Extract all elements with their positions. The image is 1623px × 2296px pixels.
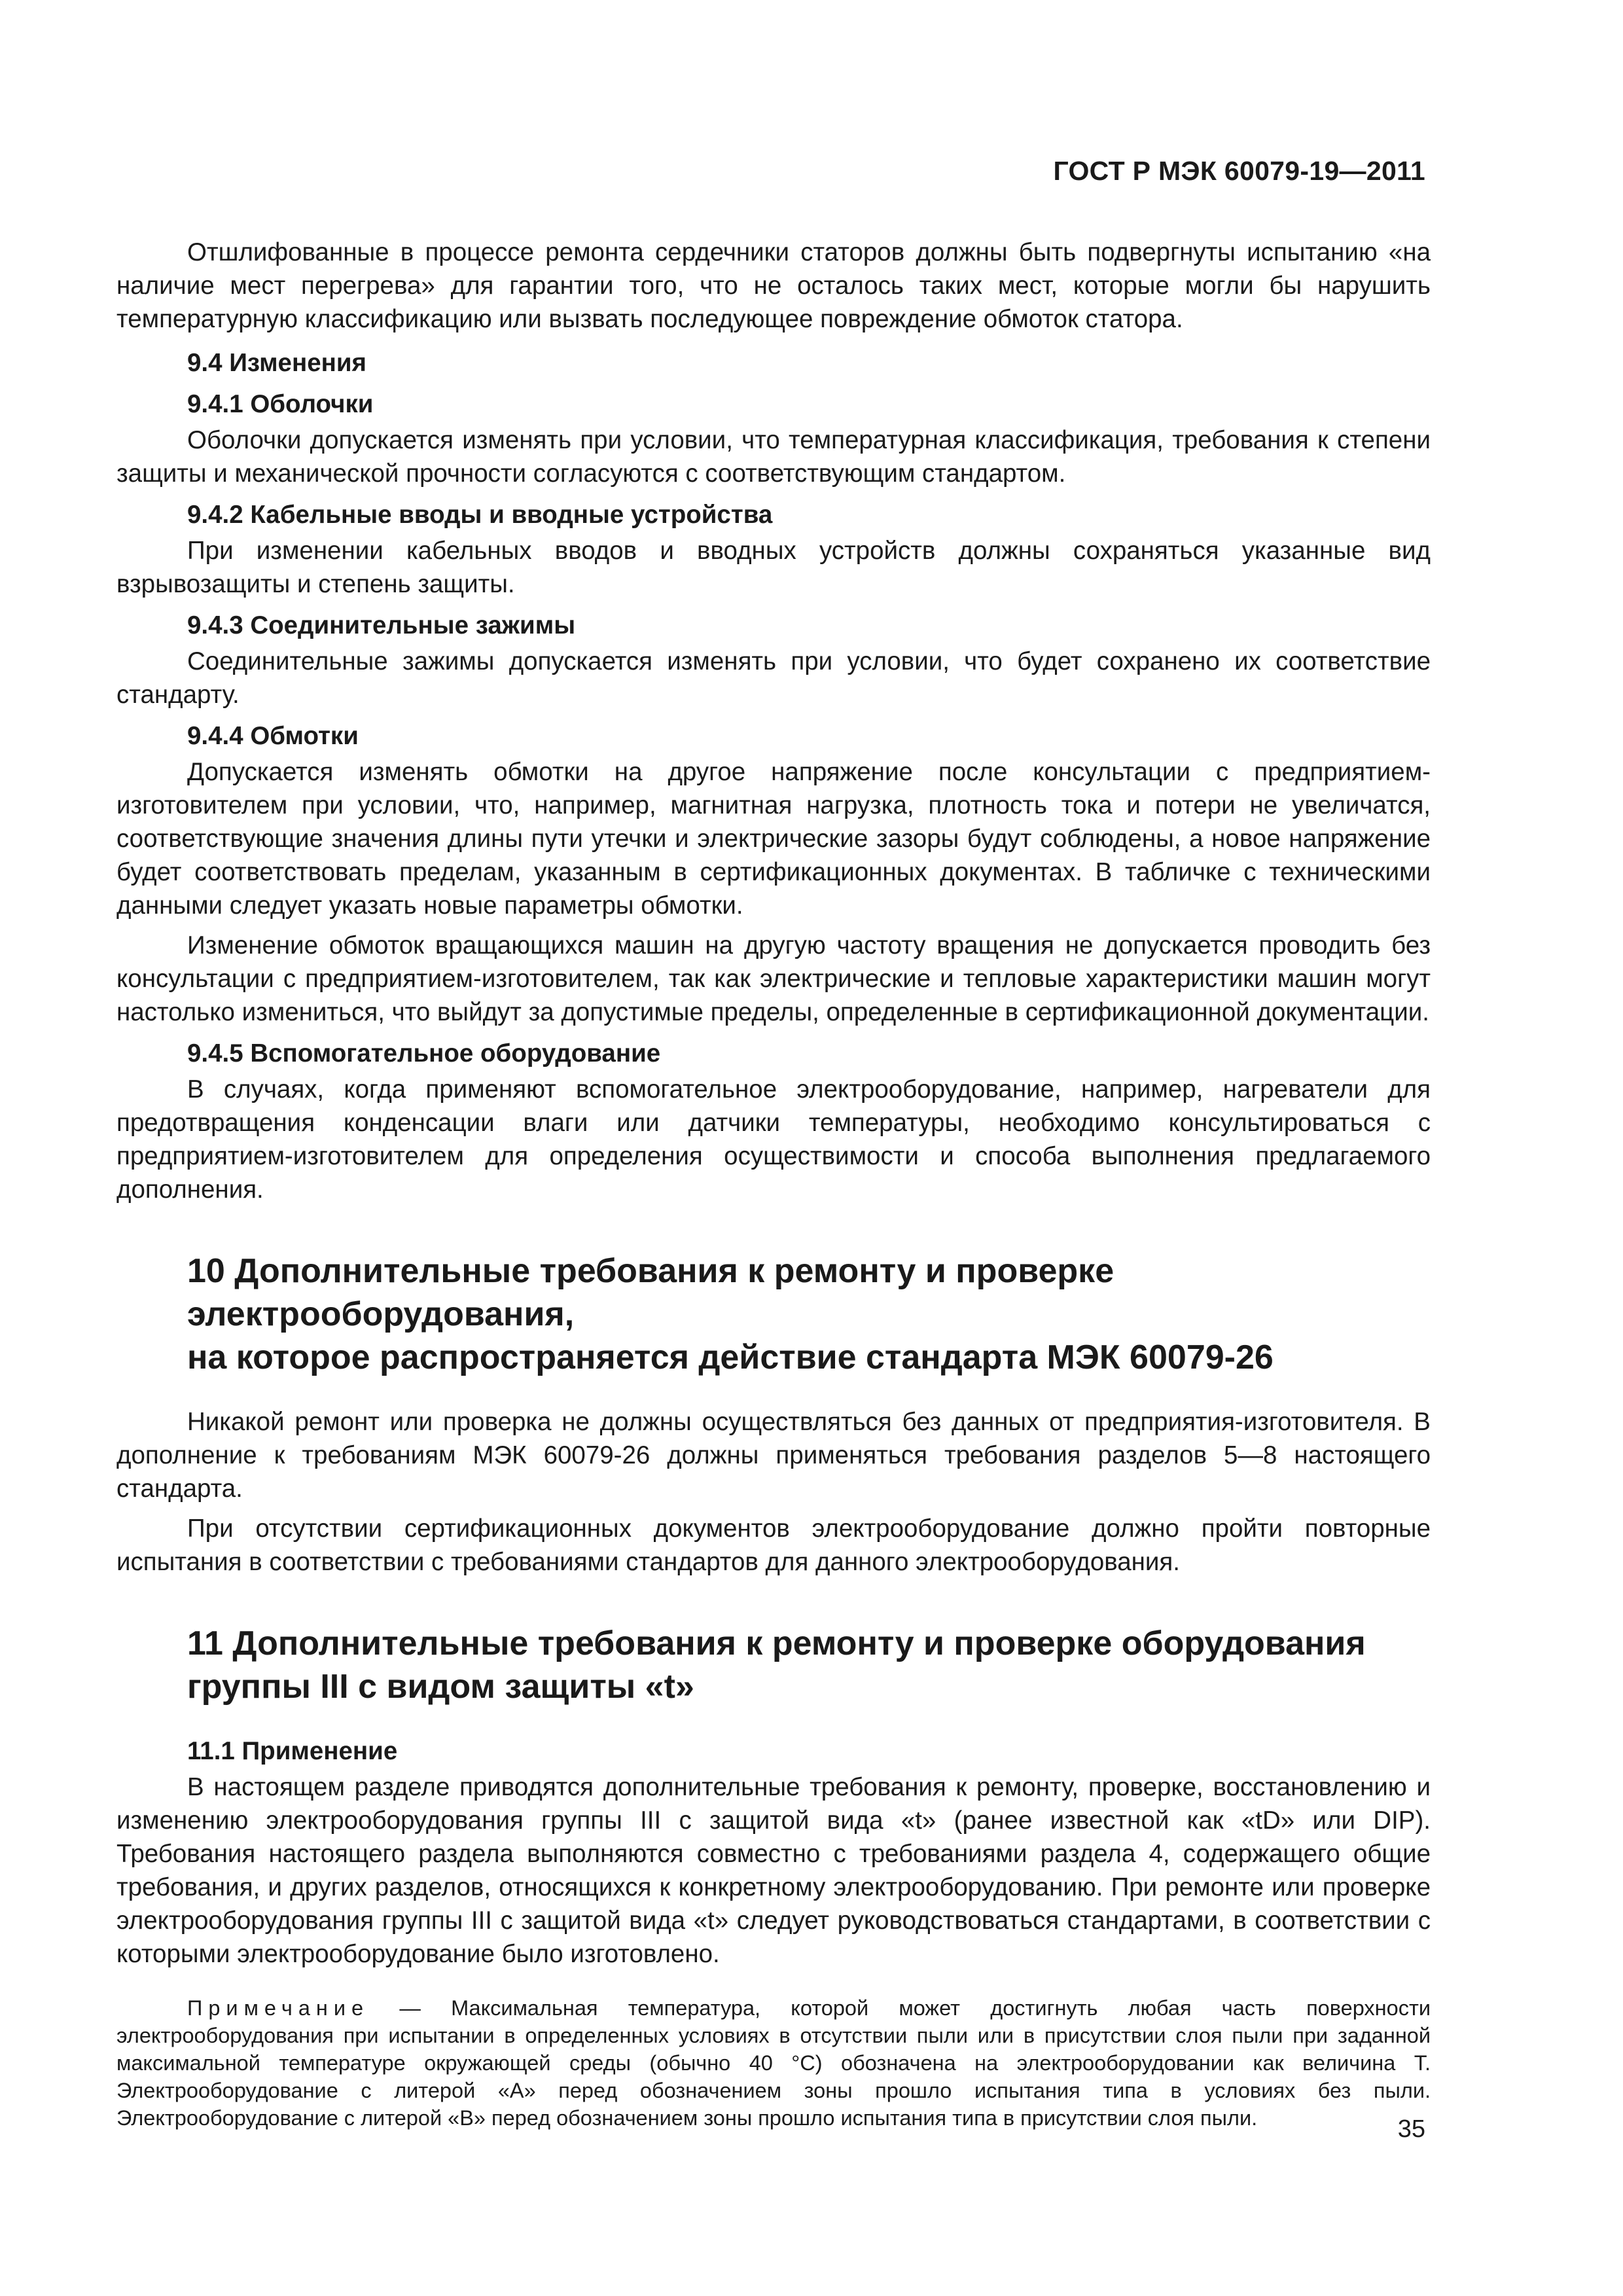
section-10-heading-line2: на которое распространяется действие стандарта МЭК 60079-26 xyxy=(187,1338,1274,1376)
section-9-4-5-text: В случаях, когда применяют вспомогательное электрооборудование, например, нагреватели для предотвращения конденсации влаги или датчики температуры, необходимо консультироваться с предприятием-изготовителем для определения осуществимости и способа выполнения предлагаемого дополнения. xyxy=(116,1075,1431,1204)
section-10-heading xyxy=(187,1249,1431,1379)
note-text: — Максимальная температура, которой может достигнуть любая часть поверхности электрооборудования при испытании в определенных условиях в отсутствии пыли или в присутствии слоя пыли при заданной максимальной температуре окружающей среды (обычно 40 °С) обозначена на электрооборудовании как величина Т. Электрооборудование с литерой «А» перед обозначением зоны прошло испытания типа в условиях без пыли. Электрооборудование с литерой «В» перед обозначением зоны прошло испытания типа в присутствии слоя пыли. xyxy=(116,1996,1431,2130)
section-11-1-text: В настоящем разделе приводятся дополнительные требования к ремонту, проверке, восстановлению и изменению электрооборудования группы III с защитой вида «t» (ранее известной как «tD» или DIP). Требования настоящего раздела выполняются совместно с требованиями раздела 4, содержащего общие требования, и других разделов, относящихся к конкретному электрооборудованию. При ремонте или проверке электрооборудования группы III с защитой вида «t» следует руководствоваться стандартами, в соответствии с которыми электрооборудование было изготовлено. xyxy=(116,1773,1431,1968)
section-9-4-1-heading: 9.4.1 Оболочки xyxy=(187,390,374,418)
section-10-text-1: Никакой ремонт или проверка не должны осуществляться без данных от предприятия-изготовителя. В дополнение к требованиям МЭК 60079-26 должны применяться требования разделов 5—8 настоящего стандарта. xyxy=(116,1408,1431,1503)
page-content xyxy=(116,236,1431,2132)
section-9-4-4-text-1: Допускается изменять обмотки на другое напряжение после консультации с предприятием-изготовителем при условии, что, например, магнитная нагрузка, плотность тока и потери не увеличатся, соответствующие значения длины пути утечки и электрические зазоры будут соблюдены, а новое напряжение будет соответствовать пределам, указанным в сертификационных документах. В табличке с техническими данными следует указать новые параметры обмотки. xyxy=(116,758,1431,920)
section-11-heading-line2: группы III с видом защиты «t» xyxy=(187,1668,694,1706)
intro-paragraph: Отшлифованные в процессе ремонта сердечники статоров должны быть подвергнуты испытанию «на наличие мест перегрева» для гарантии того, что не осталось таких мест, которые могли бы нарушить температурную классификацию или вызвать последующее повреждение обмоток статора. xyxy=(116,238,1431,333)
section-9-4-heading: 9.4 Изменения xyxy=(187,349,367,377)
page-number: 35 xyxy=(1397,2115,1425,2143)
section-10-text-2: При отсутствии сертификационных документов электрооборудование должно пройти повторные испытания в соответствии с требованиями стандартов для данного электрооборудования. xyxy=(116,1515,1431,1576)
section-9-4-2-heading: 9.4.2 Кабельные вводы и вводные устройства xyxy=(187,501,773,529)
section-11-1-heading: 11.1 Применение xyxy=(187,1737,398,1765)
section-9-4-3-heading: 9.4.3 Соединительные зажимы xyxy=(187,611,576,639)
section-9-4-1-text: Оболочки допускается изменять при условии, что температурная классификация, требования к степени защиты и механической прочности согласуются с соответствующим стандартом. xyxy=(116,426,1431,488)
note-paragraph xyxy=(116,1994,1431,2132)
section-9-4-4-heading: 9.4.4 Обмотки xyxy=(187,722,359,750)
section-11-heading xyxy=(187,1622,1431,1708)
section-9-4-3-text: Соединительные зажимы допускается изменять при условии, что будет сохранено их соответствие стандарту. xyxy=(116,647,1431,709)
section-11-heading-line1: 11 Дополнительные требования к ремонту и проверке оборудования xyxy=(187,1624,1366,1662)
section-9-4-5-heading: 9.4.5 Вспомогательное оборудование xyxy=(187,1039,661,1067)
section-9-4-4-text-2: Изменение обмоток вращающихся машин на другую частоту вращения не допускается проводить без консультации с предприятием-изготовителем, так как электрические и тепловые характеристики машин могут настолько измениться, что выйдут за допустимые пределы, определенные в сертификационной документации. xyxy=(116,931,1431,1026)
section-9-4-2-text: При изменении кабельных вводов и вводных устройств должны сохраняться указанные вид взрывозащиты и степень защиты. xyxy=(116,537,1431,598)
section-10-heading-line1: 10 Дополнительные требования к ремонту и проверке электрооборудования, xyxy=(187,1252,1115,1333)
note-label: Примечание xyxy=(187,1996,370,2020)
document-header: ГОСТ Р МЭК 60079-19—2011 xyxy=(1053,156,1425,186)
